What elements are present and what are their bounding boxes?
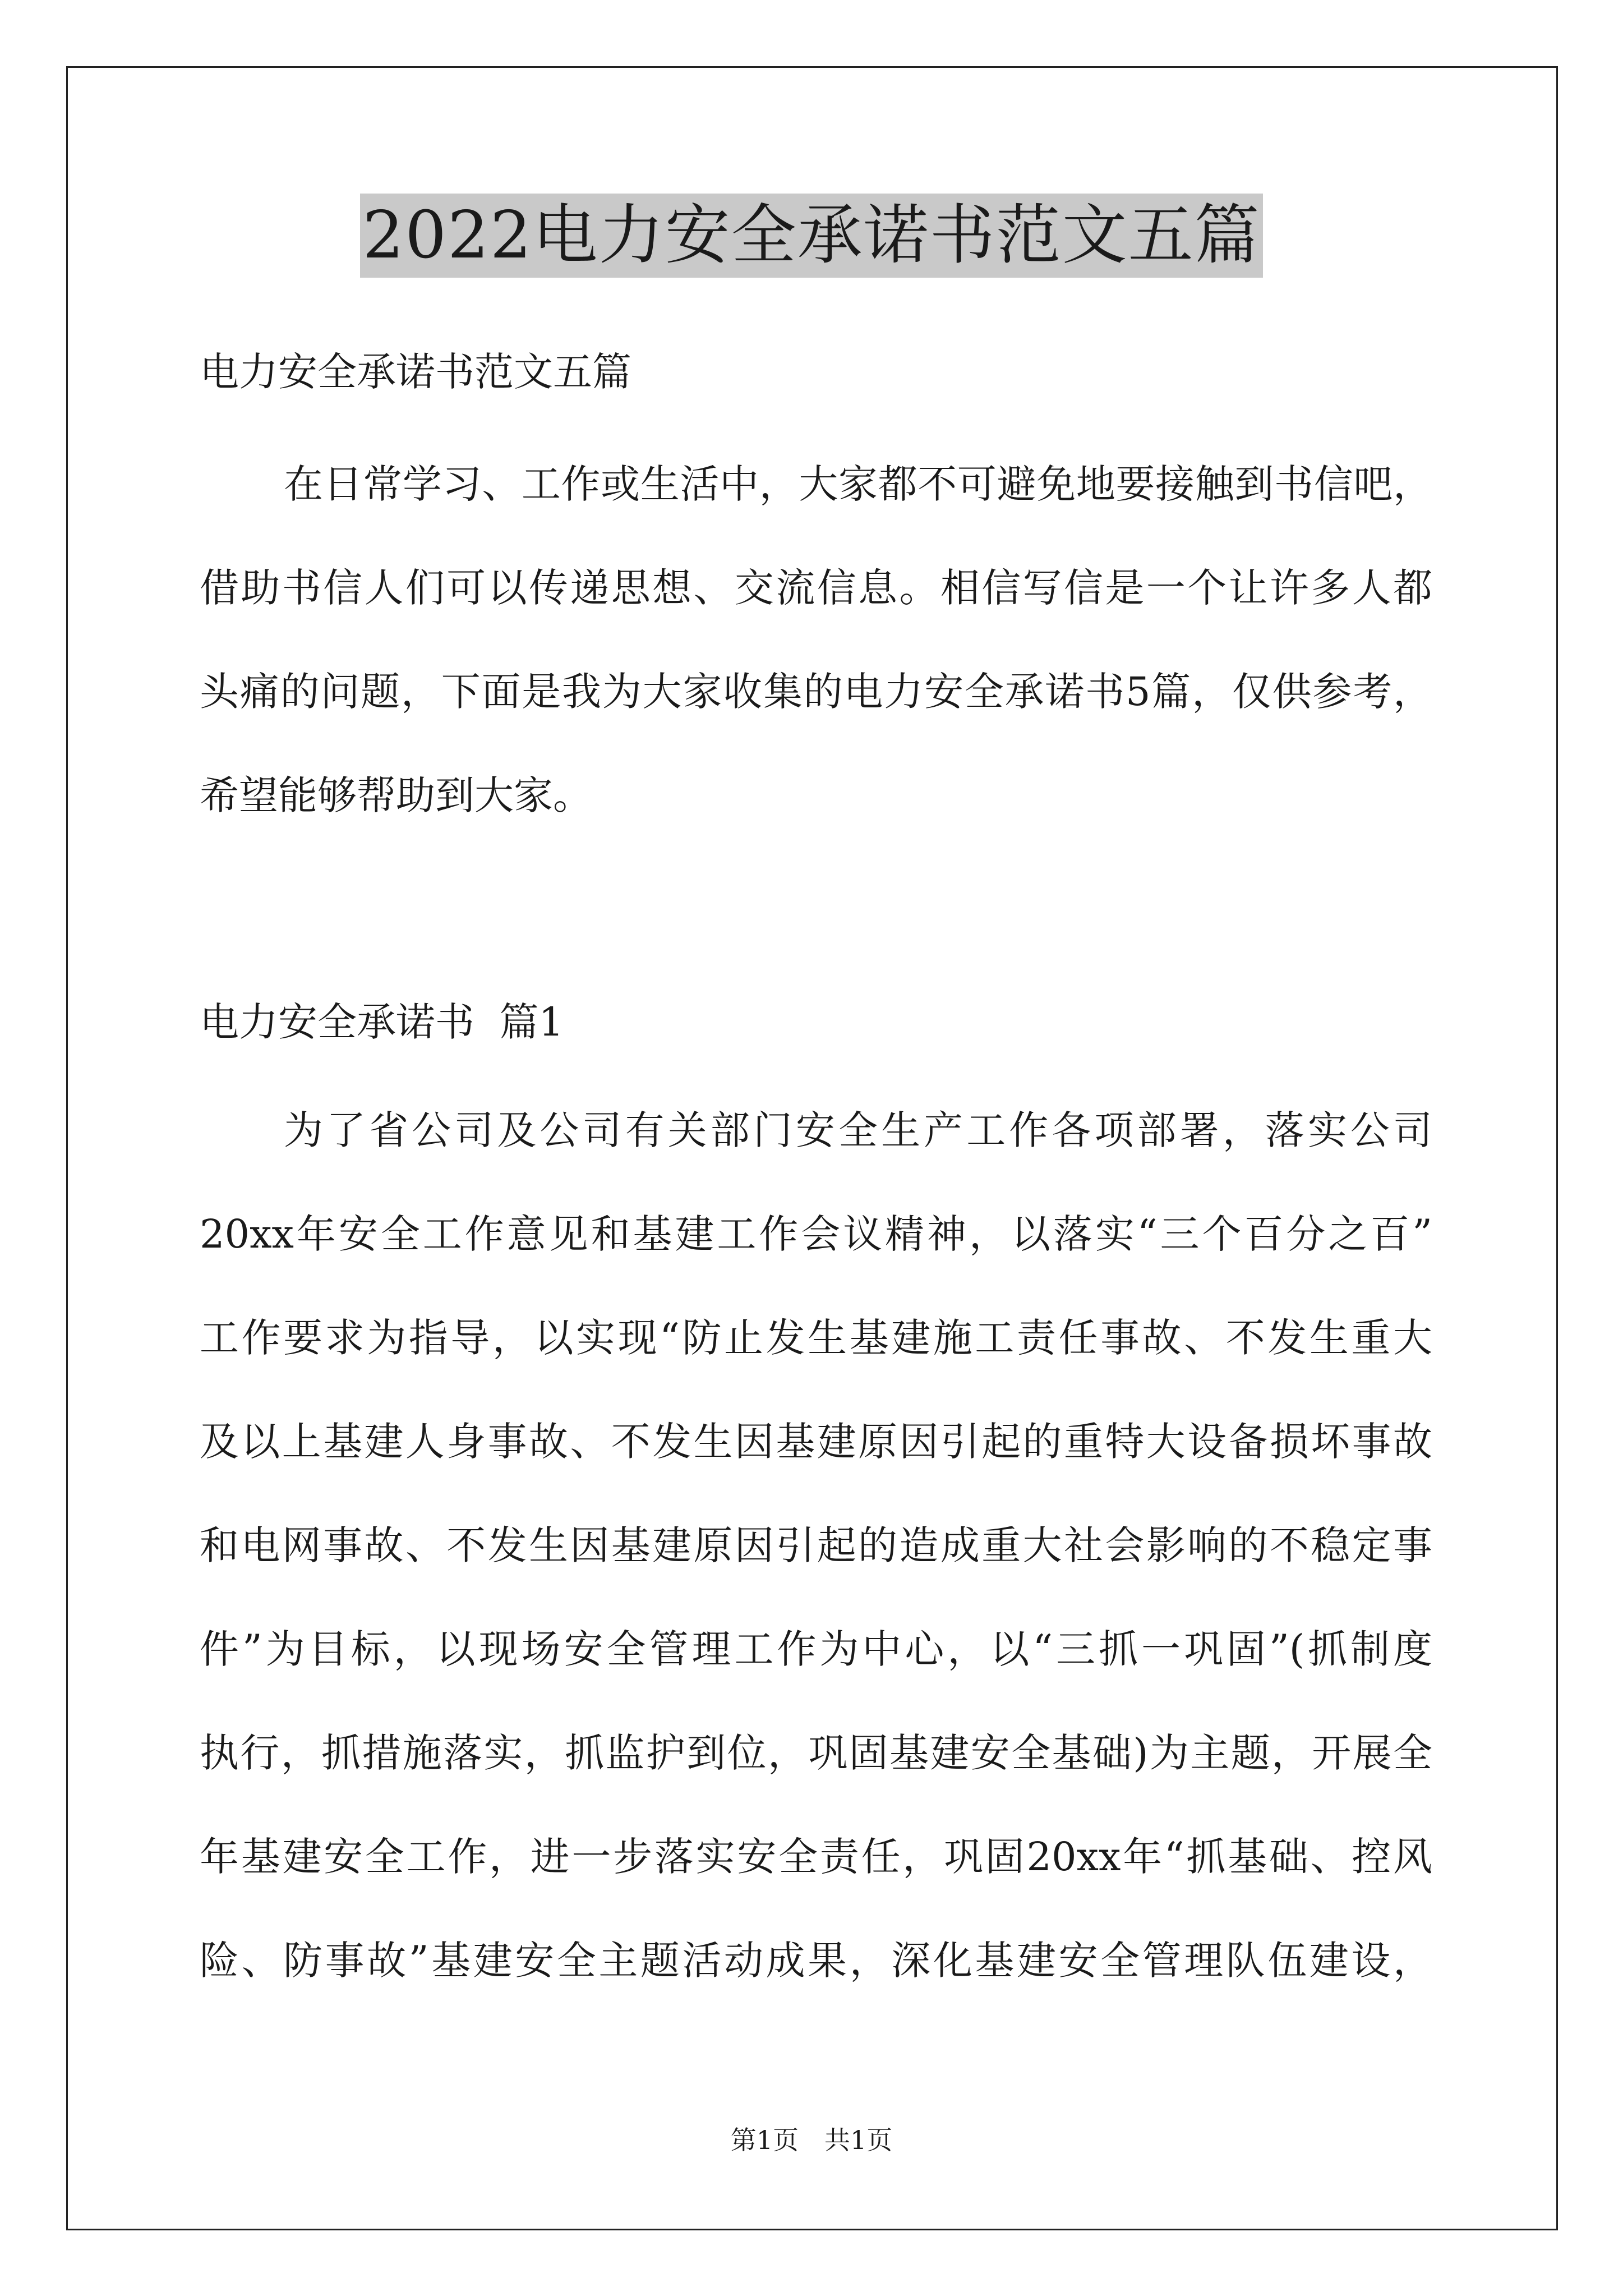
section-line: 执行，抓措施落实，抓监护到位，巩固基建安全基础)为主题，开展全 bbox=[200, 1730, 1432, 1776]
section-line: 年基建安全工作，进一步落实安全责任，巩固20xx年“抓基础、控风 bbox=[200, 1834, 1432, 1880]
section-line: 工作要求为指导，以实现“防止发生基建施工责任事故、不发生重大 bbox=[200, 1315, 1432, 1361]
section-line: 和电网事故、不发生因基建原因引起的造成重大社会影响的不稳定事 bbox=[200, 1522, 1432, 1568]
intro-line: 在日常学习、工作或生活中，大家都不可避免地要接触到书信吧， bbox=[284, 461, 1432, 507]
section-line: 险、防事故”基建安全主题活动成果，深化基建安全管理队伍建设， bbox=[200, 1938, 1432, 1984]
section-heading: 电力安全承诺书 篇1 bbox=[200, 999, 564, 1045]
section-line: 件”为目标，以现场安全管理工作为中心，以“三抓一巩固”(抓制度 bbox=[200, 1626, 1432, 1672]
section-line: 20xx年安全工作意见和基建工作会议精神，以落实“三个百分之百” bbox=[200, 1211, 1432, 1257]
intro-line: 头痛的问题，下面是我为大家收集的电力安全承诺书5篇，仅供参考， bbox=[200, 669, 1432, 715]
intro-line: 希望能够帮助到大家。 bbox=[200, 772, 592, 818]
intro-line: 借助书信人们可以传递思想、交流信息。相信写信是一个让许多人都 bbox=[200, 565, 1432, 611]
document-subtitle: 电力安全承诺书范文五篇 bbox=[200, 349, 631, 395]
page-number-footer: 第1页 共1页 bbox=[730, 2125, 893, 2155]
document-title bbox=[0, 194, 1623, 278]
section-line: 及以上基建人身事故、不发生因基建原因引起的重特大设备损坏事故 bbox=[200, 1419, 1432, 1465]
document-title-text: 2022电力安全承诺书范文五篇 bbox=[360, 194, 1262, 278]
section-line: 为了省公司及公司有关部门安全生产工作各项部署，落实公司 bbox=[284, 1107, 1432, 1153]
